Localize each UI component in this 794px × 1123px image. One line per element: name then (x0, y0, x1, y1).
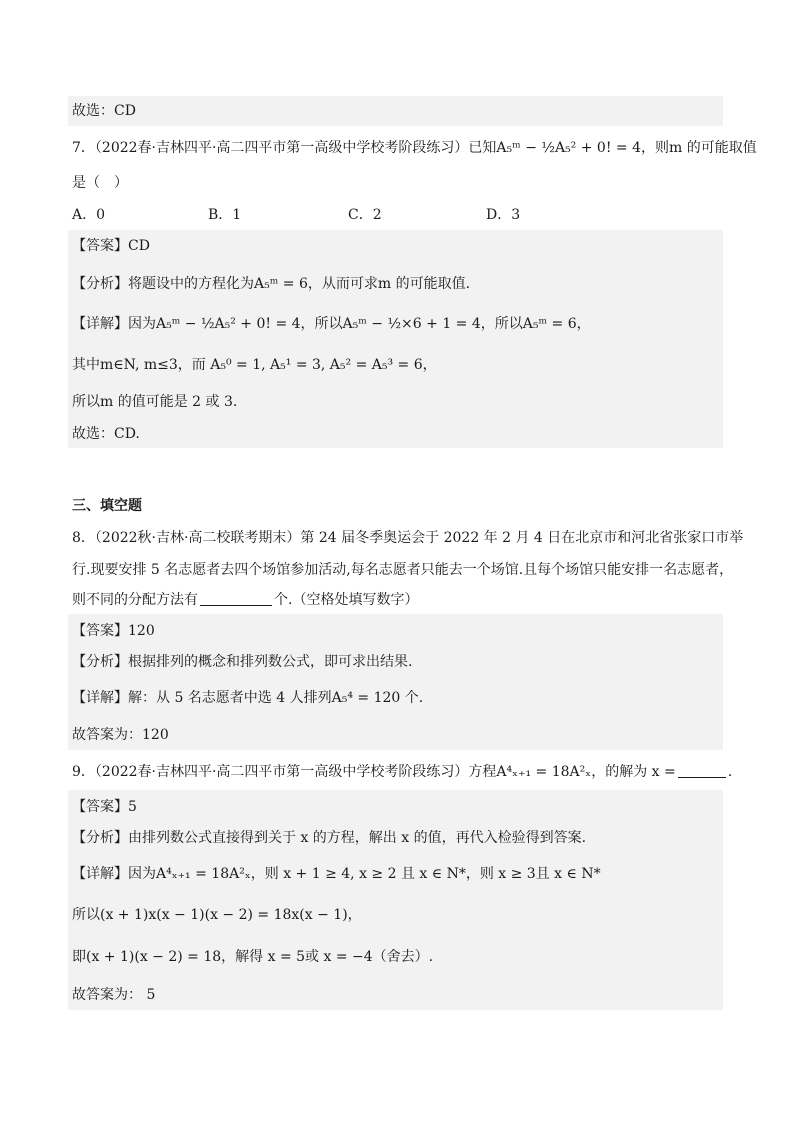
q9-stem-pre: 9．（2022春·吉林四平·高二四平市第一高级中学校考阶段练习）方程A⁴ₓ₊₁ = 18A²ₓ，的解为 x = (72, 764, 676, 780)
q7-analysis: 【分析】将题设中的方程化为A₅ᵐ = 6，从而可求m 的可能取值. (72, 276, 471, 292)
q8-stem-line1: 8．（2022秋·吉林·高二校联考期末）第 24 届冬季奥运会于 2022 年 2 月 4 日在北京市和河北省张家口市举 (72, 530, 744, 546)
q7-option-b: B．1 (208, 207, 242, 223)
q7-option-d: D．3 (486, 207, 521, 223)
q7-conclusion: 故选：CD. (72, 426, 140, 442)
q8-answer: 【答案】120 (72, 623, 155, 639)
prev-answer-block (68, 96, 723, 126)
q7-detail-1: 【详解】因为A₅ᵐ − ½A₅² + 0! = 4，所以A₅ᵐ − ½×6 + 1 = 4，所以A₅ᵐ = 6， (72, 316, 591, 332)
prev-answer-text: 故选：CD (72, 103, 136, 119)
q7-option-c: C．2 (348, 207, 382, 223)
q7-stem-line1: 7．（2022春·吉林四平·高二四平市第一高级中学校考阶段练习）已知A₅ᵐ − ½A₅² + 0! = 4，则m 的可能取值 (72, 140, 757, 156)
q8-stem-line3 (72, 590, 418, 610)
q9-answer-blank (678, 763, 726, 778)
q7-solution-block (68, 230, 723, 448)
q7-option-a: A．0 (72, 207, 106, 223)
q7-detail-3: 所以m 的值可能是 2 或 3. (72, 394, 238, 410)
q9-analysis: 【分析】由排列数公式直接得到关于 x 的方程，解出 x 的值，再代入检验得到答案. (72, 830, 587, 846)
q8-answer-blank (200, 591, 272, 606)
q7-stem-line2: 是（ ） (72, 175, 128, 191)
q9-answer: 【答案】5 (72, 799, 137, 815)
q9-detail-2: 所以(x + 1)x(x − 1)(x − 2) = 18x(x − 1)， (72, 907, 362, 923)
q9-detail-1: 【详解】因为A⁴ₓ₊₁ = 18A²ₓ，则 x + 1 ≥ 4, x ≥ 2 且 x ∈ N*，则 x ≥ 3且 x ∈ N* (72, 866, 601, 882)
section-title: 三、填空题 (72, 498, 142, 514)
q9-stem-post: . (727, 764, 733, 780)
q8-detail: 【详解】解：从 5 名志愿者中选 4 人排列A₅⁴ = 120 个. (72, 690, 424, 706)
q9-stem-line1 (72, 762, 732, 782)
q7-answer: 【答案】CD (72, 238, 150, 254)
q8-conclusion: 故答案为：120 (72, 727, 169, 743)
q8-analysis: 【分析】根据排列的概念和排列数公式，即可求出结果. (72, 654, 413, 670)
q8-stem-line2: 行.现要安排 5 名志愿者去四个场馆参加活动,每名志愿者只能去一个场馆.且每个场馆只能安排一名志愿者， (72, 562, 734, 578)
q8-stem-line3-pre: 则不同的分配方法有 (72, 592, 198, 608)
q8-stem-line3-post: 个.（空格处填写数字） (274, 592, 419, 608)
q9-detail-3: 即(x + 1)(x − 2) = 18，解得 x = 5或 x = −4（舍去）. (72, 949, 434, 965)
q9-solution-block (68, 790, 723, 1010)
q9-conclusion: 故答案为： 5 (72, 987, 156, 1003)
q7-detail-2: 其中m∈N, m≤3，而 A₅⁰ = 1, A₅¹ = 3, A₅² = A₅³ = 6， (72, 357, 437, 373)
